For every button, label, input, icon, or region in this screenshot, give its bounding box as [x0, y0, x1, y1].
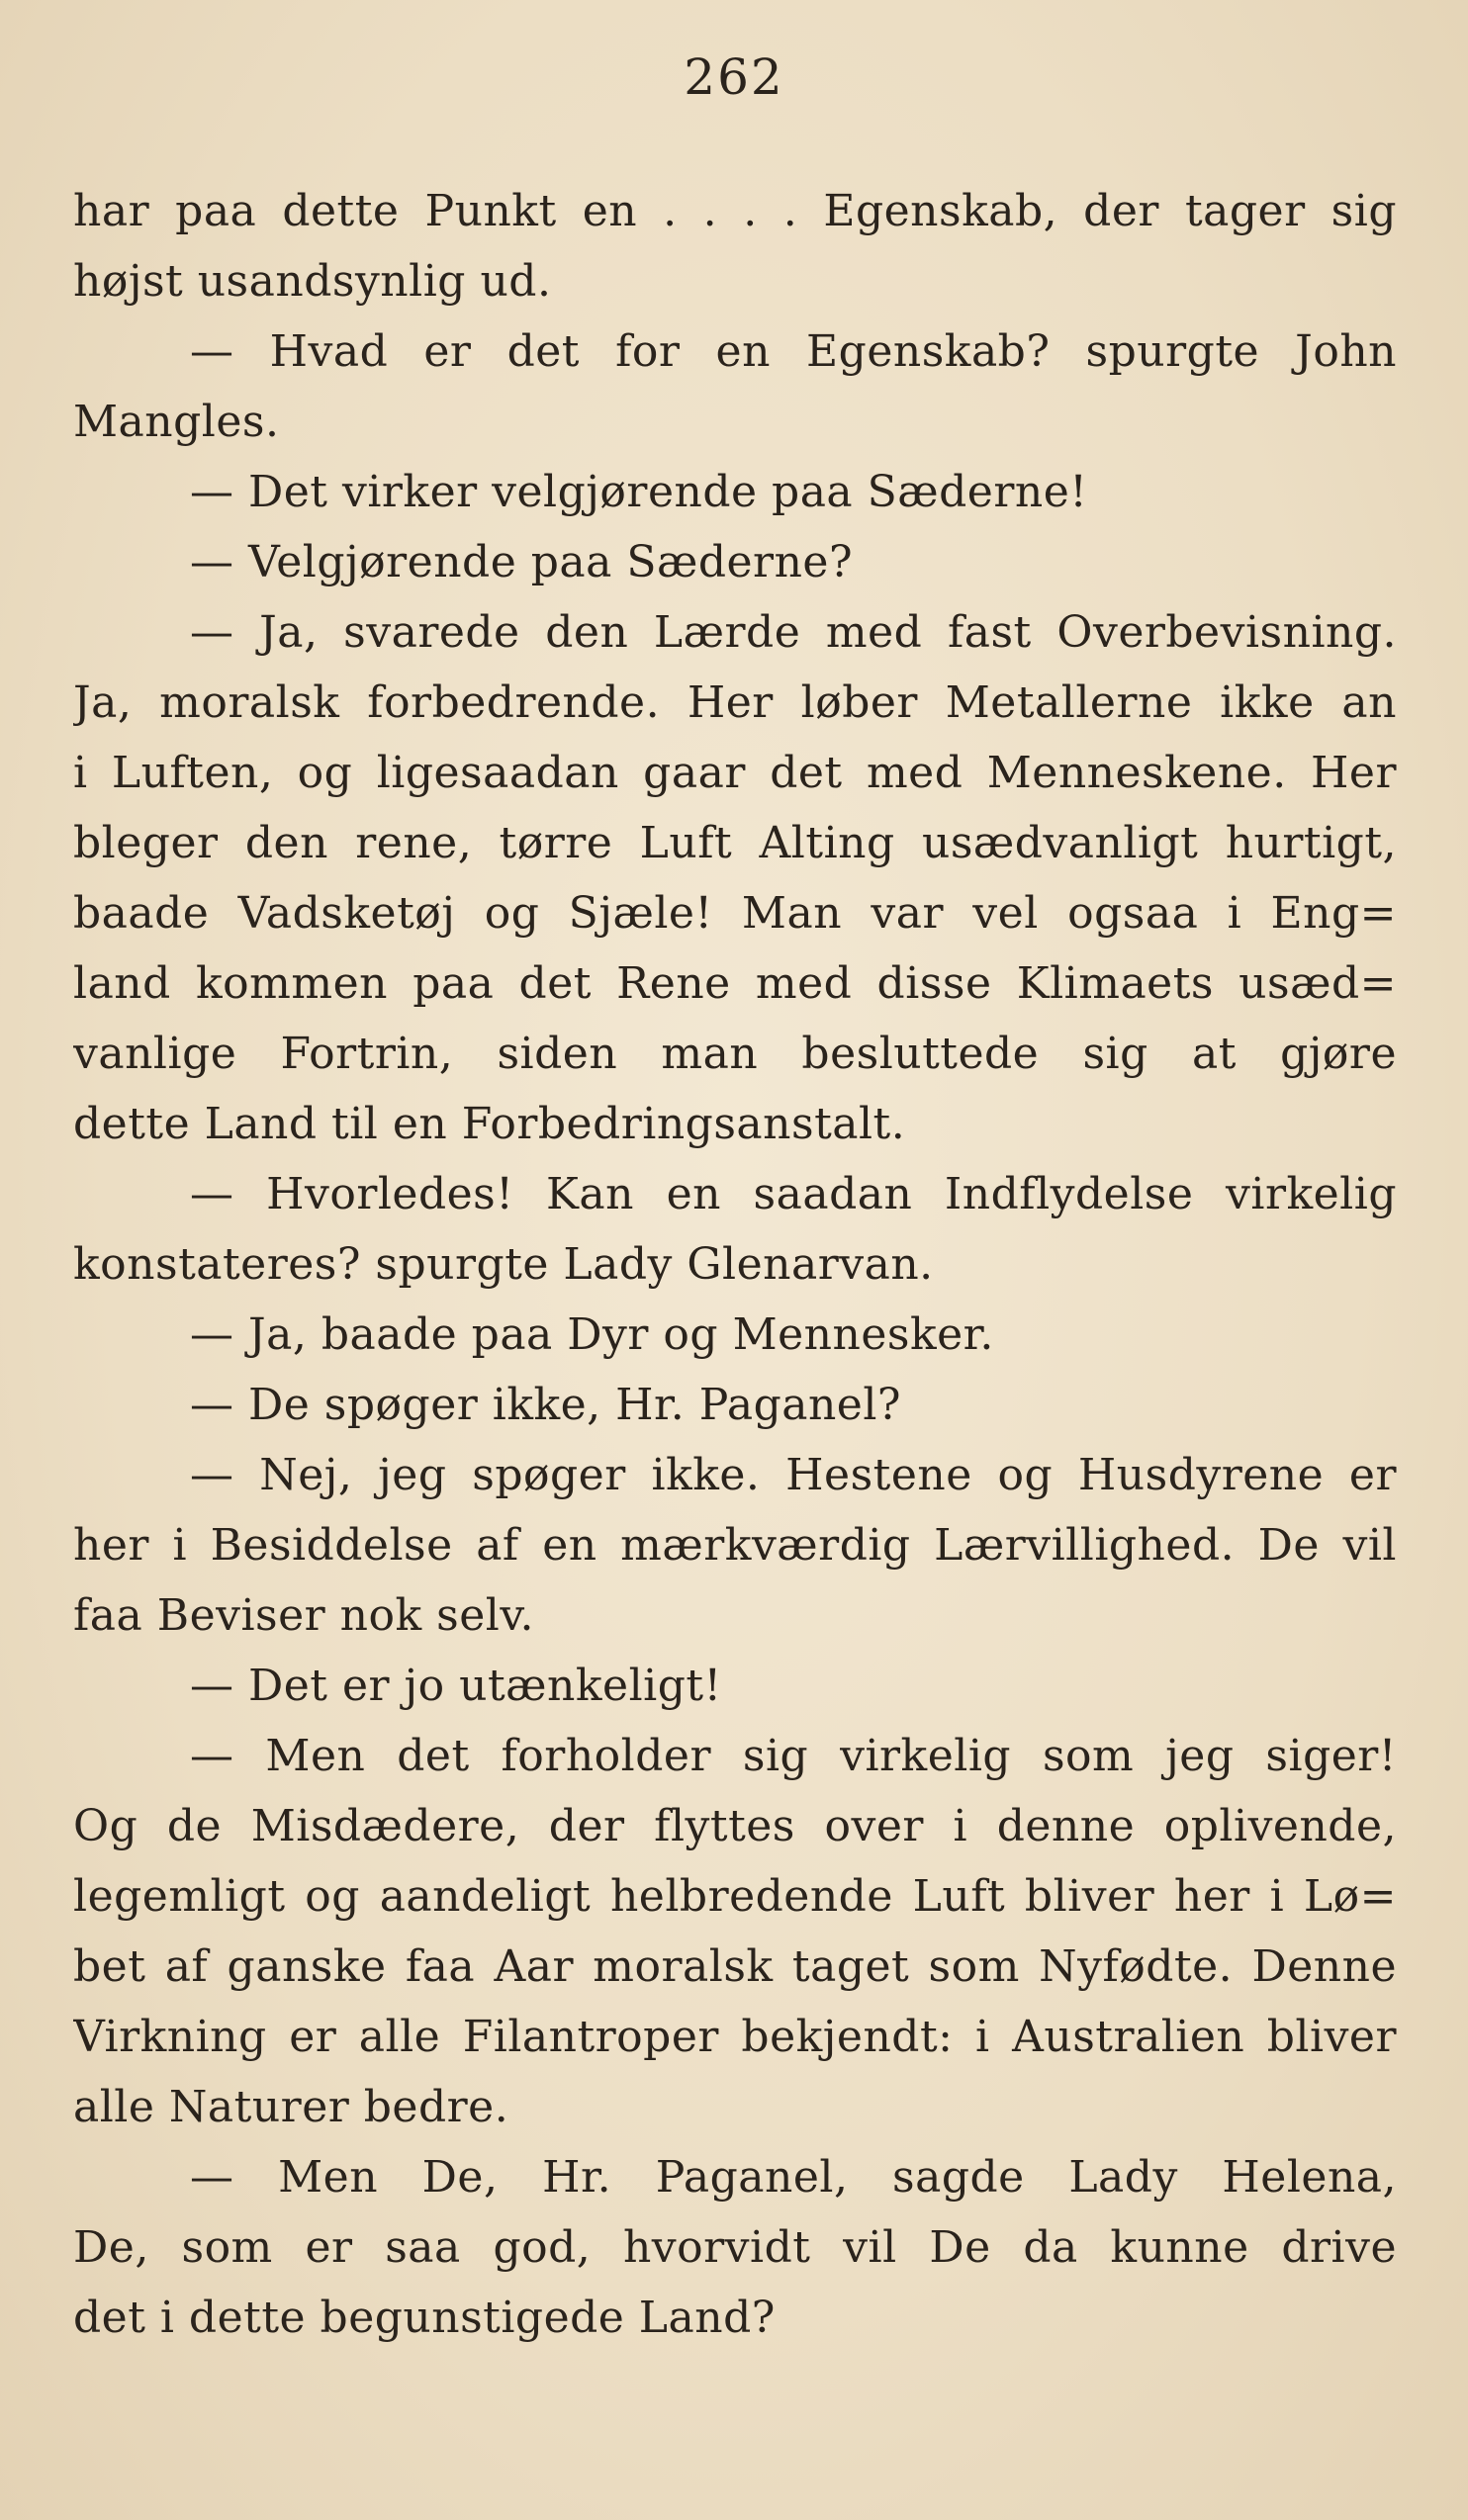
text-line: Virkning er alle Filantroper bekjendt: i Australien bliver [73, 2012, 1397, 2062]
text-line: land kommen paa det Rene med disse Klimaets usæd= [73, 958, 1397, 1009]
text-line: faa Beviser nok selv. [73, 1590, 534, 1641]
page-number: 262 [684, 48, 784, 106]
text-line: her i Besiddelse af en mærkværdig Lærvillighed. De vil [73, 1520, 1397, 1571]
text-line: — Men det forholder sig virkelig som jeg siger! [190, 1731, 1397, 1781]
text-line: — Hvorledes! Kan en saadan Indflydelse virkelig [190, 1169, 1397, 1219]
text-line: bet af ganske faa Aar moralsk taget som Nyfødte. Denne [73, 1941, 1397, 1992]
text-line: konstateres? spurgte Lady Glenarvan. [73, 1239, 934, 1290]
text-line: — Hvad er det for en Egenskab? spurgte John [190, 326, 1397, 377]
text-line: bleger den rene, tørre Luft Alting usædvanligt hurtigt, [73, 818, 1397, 868]
text-line: det i dette begunstigede Land? [73, 2293, 776, 2343]
text-line: — Ja, baade paa Dyr og Mennesker. [190, 1309, 994, 1360]
text-line: baade Vadsketøj og Sjæle! Man var vel ogsaa i Eng= [73, 888, 1397, 939]
text-line: — Ja, svarede den Lærde med fast Overbevisning. [190, 607, 1397, 658]
text-line: vanlige Fortrin, siden man besluttede sig at gjøre [73, 1029, 1397, 1079]
text-line: — Nej, jeg spøger ikke. Hestene og Husdyrene er [190, 1450, 1397, 1500]
text-line: — Det virker velgjørende paa Sæderne! [190, 467, 1088, 517]
text-line: Mangles. [73, 397, 280, 447]
text-line: — Velgjørende paa Sæderne? [190, 537, 854, 587]
text-line: har paa dette Punkt en . . . . Egenskab, der tager sig [73, 186, 1397, 236]
body-text [73, 176, 1397, 2353]
text-line: Ja, moralsk forbedrende. Her løber Metallerne ikke an [73, 677, 1397, 728]
text-line: legemligt og aandeligt helbredende Luft bliver her i Lø= [73, 1871, 1397, 1922]
text-line: Og de Misdædere, der flyttes over i denne oplivende, [73, 1801, 1397, 1851]
text-line: — De spøger ikke, Hr. Paganel? [190, 1380, 901, 1430]
text-line: dette Land til en Forbedringsanstalt. [73, 1099, 906, 1149]
text-line: i Luften, og ligesaadan gaar det med Menneskene. Her [73, 748, 1397, 798]
text-line: De, som er saa god, hvorvidt vil De da kunne drive [73, 2222, 1397, 2273]
text-line: højst usandsynlig ud. [73, 256, 552, 307]
text-line: — Men De, Hr. Paganel, sagde Lady Helena, [190, 2152, 1397, 2203]
text-line: — Det er jo utænkeligt! [190, 1661, 722, 1711]
text-line: alle Naturer bedre. [73, 2082, 509, 2132]
